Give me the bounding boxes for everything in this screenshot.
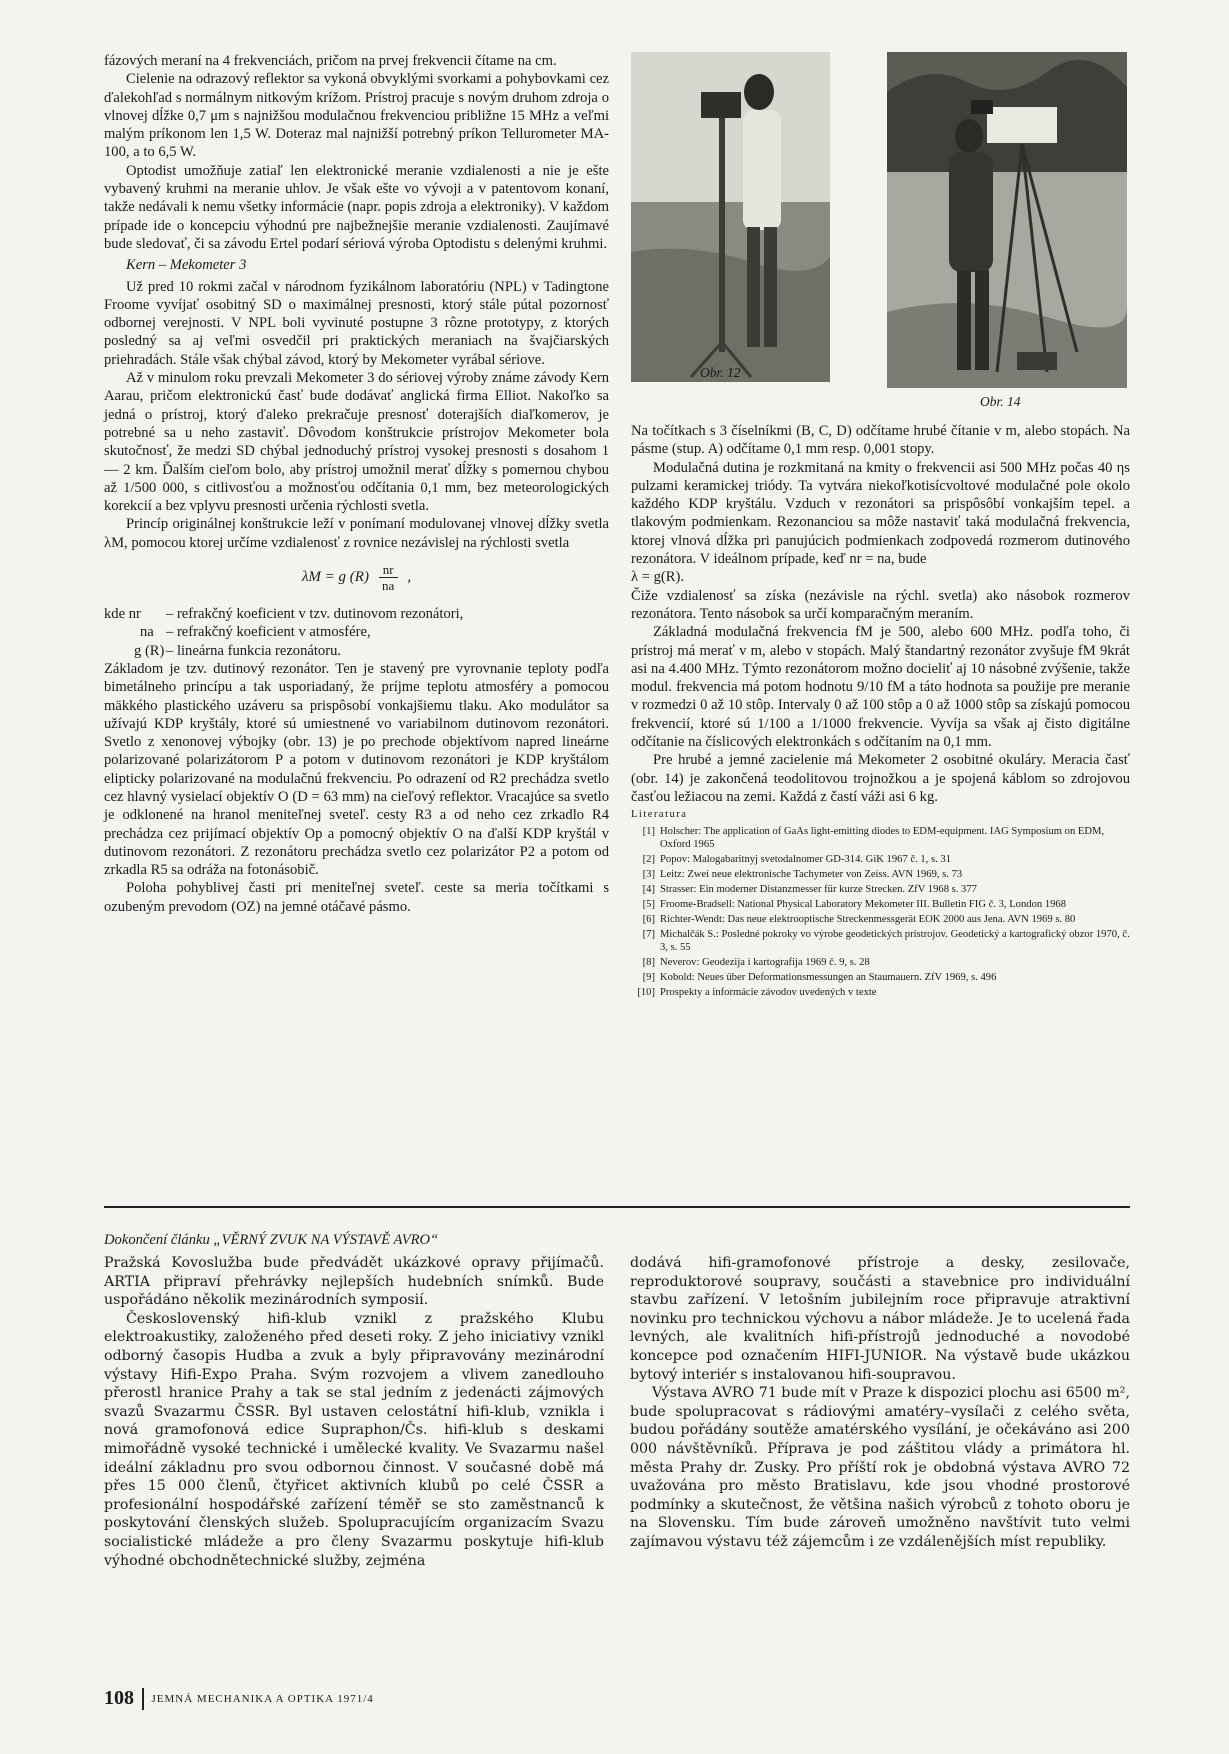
reference-item bbox=[631, 928, 1130, 954]
reference-item bbox=[631, 956, 1130, 969]
definition-symbol: kde nr bbox=[104, 606, 141, 623]
paragraph: fázových meraní na 4 frekvenciách, pričom na prvej frekvencii čítame na cm. bbox=[104, 53, 557, 69]
paragraph: Princíp originálnej konštrukcie leží v ponímaní modulovanej vlnovej dĺžky svetla λM, pomocou ktorej určíme vzdialenosť z rovnice nezávislej na rýchlosti svetla bbox=[104, 516, 609, 551]
definition-list bbox=[104, 605, 609, 660]
paragraph: Na točítkach s 3 číselníkmi (B, C, D) odčítame hrubé čítanie v m, alebo stopách. Na pásme (stup. A) odčítame 0,1 mm resp. 0,001 stopy. bbox=[631, 423, 1130, 458]
reference-item bbox=[631, 971, 1130, 984]
reference-number: [2] bbox=[642, 853, 655, 865]
reference-number: [5] bbox=[642, 898, 655, 910]
reference-number: [6] bbox=[642, 913, 655, 925]
paragraph: Modulačná dutina je rozkmitaná na kmity o frekvencii asi 500 MHz počas 40 ηs pulzami keramickej triódy. Ta vytvára niekoľkotisícvoltové modulačné pole okolo každého KDP kryštálu. Vzduch v rezonátori sa prispôsôbí vonkajším tepel. a tlakovým podmienkam. Rezonanciou sa môže nastaviť taká modulačná frekvencia, ktorej vlnová dĺžka pri panujúcich podmienkach zodpovedá rozmerom dutinového rezonátora. V ideálnom prípade, keď nr = na, bude bbox=[631, 459, 1130, 568]
reference-number: [9] bbox=[642, 971, 655, 983]
reference-text: Holscher: The application of GaAs light-emitting diodes to EDM-equipment. IAG Symposium on EDM, Oxford 1965 bbox=[660, 825, 1105, 850]
reference-text: Michalčák S.: Posledné pokroky vo výrobe geodetických prístrojov. Geodetický a kartografický obzor 1970, č. 3, s. 55 bbox=[660, 928, 1130, 953]
reference-number: [4] bbox=[642, 883, 655, 895]
figure-14-photo bbox=[887, 52, 1127, 388]
continuation-left-column bbox=[104, 1254, 604, 1570]
paragraph: Cielenie na odrazový reflektor sa vykoná obvyklými svorkami a pohybovkami cez ďalekohľad s normálnym nitkovým krížom. Prístroj pracuje s novým druhom zdroja o vlnovej dĺžke 0,7 μm s najnižšou modulačnou frekvenciou približne 15 MHz a veľmi malým príkonom len 1,5 W. Doteraz mal najnižší potrebný príkon Tellurometer MA-100, a to 6,5 W. bbox=[104, 71, 609, 161]
reference-item bbox=[631, 986, 1130, 999]
equation bbox=[104, 562, 609, 593]
references-heading: Literatura bbox=[631, 809, 688, 821]
paragraph: Základom je tzv. dutinový rezonátor. Ten je stavený pre vyrovnanie teploty podľa bimetálneho princípu a tak usporiadaný, že príjme teplotu atmosféry a pomocou mäkkého plastického uzáveru sa prispôsobí vonkajšiemu tlaku. Ako modulátor sa užívajú KDP kryštály, ktoré sú umiestnené vo variabilnom dutinovom rezonátori. Svetlo z xenonovej výbojky (obr. 13) je po prechode objektívom napred lineárne polarizované polarizátorom P a potom v dutinovom rezonátori je KDP kryštálom elipticky polarizované na modulačnú frekvenciu. Po odrazení od R2 prechádza svetlo cez hlavný vysielací objektív O (D = 63 mm) na cieľový reflektor. Vracajúce sa svetlo je odklonené na hranol meniteľnej sveteľ. cesty R3 a od neho cez zrkadlo R4 prechádza cez prijímací objektív Op a pomocný objektív O na ďalší KDP kryštál v dutinovom rezonátori. Z rezonátoru prechádza svetlo cez polarizátor P2 a potom od zrkadla R5 sa odráža na fotonásobič. bbox=[104, 660, 609, 879]
definition-item bbox=[104, 642, 609, 660]
reference-item bbox=[631, 883, 1130, 896]
equation-lhs: λM = g (R) bbox=[301, 568, 369, 585]
paragraph: Už pred 10 rokmi začal v národnom fyzikálnom laboratóriu (NPL) v Tadingtone Froome vyvíjať osobitný SD o maximálnej presnosti, ktorý stále pútal pozornosť odbornej verejnosti. V NPL boli vyvinuté postupne 3 rôzne prototypy, z ktorých posledný sa aj veľmi osvedčil pri praktických meraniach na švajčiarských priehradách. Stále však chýbal závod, ktorý by Mekometer vyrábal sériove. bbox=[104, 278, 609, 368]
definition-item bbox=[104, 605, 609, 623]
paragraph: dodává hifi-gramofonové přístroje a desky, zesilovače, reproduktorové soupravy, součásti a stavebnice pro individuální stavbu zařízení. V letošním jubilejním roce připravuje atraktivní novinku pro technickou výchovu a nábor mládeže. Je to ucelená řada levných, ale kvalitních hifi-přístrojů jednoduché a novodobé koncepce pod označením HIFI-JUNIOR. Na výstavě bude ukázkou bytový interiér s instalovanou hifi-soupravou. bbox=[630, 1255, 1130, 1383]
footer-divider bbox=[142, 1688, 144, 1710]
figure-14-caption: Obr. 14 bbox=[980, 394, 1021, 409]
equation-tail: , bbox=[407, 568, 412, 585]
reference-text: Popov: Malogabaritnyj svetodalnomer GD-314. GiK 1967 č. 1, s. 31 bbox=[660, 853, 951, 865]
journal-name: JEMNÁ MECHANIKA A OPTIKA 1971/4 bbox=[151, 1692, 374, 1705]
paragraph: Pražská Kovoslužba bude předvádět ukázkové opravy přijímačů. ARTIA připraví přehrávky nejlepších hudebních snímků. Bude uspořádáno několik mezinárodních symposií. bbox=[104, 1255, 604, 1309]
reference-number: [3] bbox=[642, 868, 655, 880]
definition-text: – refrakčný koeficient v tzv. dutinovom rezonátori, bbox=[166, 606, 464, 623]
continuation-right-column bbox=[630, 1254, 1130, 1552]
definition-symbol: na bbox=[140, 624, 154, 641]
paragraph: Čiže vzdialenosť sa získa (nezávisle na rýchl. svetla) ako násobok rozmerov rezonátora. Tento násobok sa určí komparačným meraním. bbox=[631, 587, 1130, 622]
figure-12-photo bbox=[631, 52, 830, 382]
mekometer-photo-illustration bbox=[887, 52, 1127, 388]
definition-item bbox=[104, 623, 609, 641]
section-subheading: Kern – Mekometer 3 bbox=[126, 257, 247, 274]
reference-number: [1] bbox=[642, 825, 655, 837]
reference-number: [7] bbox=[642, 928, 655, 940]
page-footer bbox=[104, 1687, 374, 1710]
paragraph: Optodist umožňuje zatiaľ len elektronické meranie vzdialenosti a nie je ešte vybavený kruhmi na meranie uhlov. Je však ešte vo vývoji a v patentovom konaní, takže nedávali k nemu všetky informácie (napr. popis zdroja a elektroniky). V každom prípade ide o koncepciu výhodnú pre najbežnejšie meranie vzdialenosti. Zaujímavé bude sledovať, či sa závodu Ertel podarí sériová výroba Optodistu s delenými kruhmi. bbox=[104, 162, 609, 252]
reference-text: Froome-Bradsell: National Physical Laboratory Mekometer III. Bulletin FIG č. 3, London 1968 bbox=[660, 898, 1067, 910]
equation-denominator: na bbox=[382, 578, 395, 594]
reference-item bbox=[631, 913, 1130, 926]
reference-number: [10] bbox=[637, 986, 655, 998]
reference-text: Kobold: Neues über Deformationsmessungen an Staumauern. ZfV 1969, s. 496 bbox=[660, 971, 997, 983]
definition-text: – lineárna funkcia rezonátoru. bbox=[166, 642, 342, 659]
definition-text: – refrakčný koeficient v atmosfére, bbox=[166, 624, 371, 641]
paragraph: Poloha pohyblivej časti pri meniteľnej sveteľ. ceste sa meria točítkami s ozubeným prevodom (OZ) na jemné otáčavé pásmo. bbox=[104, 880, 609, 915]
paragraph: Pre hrubé a jemné zacielenie má Mekometer 2 osobitné okuláry. Meracia časť (obr. 14) je zakončená teodolitovou trojnožkou a je spojená káblom so zdrojovou časťou ležiacou na zemi. Každá z častí váži asi 6 kg. bbox=[631, 752, 1130, 805]
equation-numerator: nr bbox=[379, 562, 398, 578]
reference-text: Leitz: Zwei neue elektronische Tachymeter von Zeiss. AVN 1969, s. 73 bbox=[660, 868, 963, 880]
continuation-title: Dokončení článku „VĚRNÝ ZVUK NA VÝSTAVĚ AVRO“ bbox=[104, 1232, 439, 1248]
section-divider bbox=[104, 1206, 1130, 1208]
equation-line: λ = g(R). bbox=[631, 569, 685, 586]
reference-item bbox=[631, 825, 1130, 851]
article-left-column bbox=[104, 52, 609, 916]
reference-text: Prospekty a informácie závodov uvedených v texte bbox=[660, 986, 877, 998]
equation-fraction bbox=[379, 562, 398, 593]
article-right-column bbox=[631, 422, 1130, 1001]
paragraph: Až v minulom roku prevzali Mekometer 3 do sériovej výroby známe závody Kern Aarau, pričom elektronickú časť bude dodávať anglická firma Elliot. Nakoľko sa jedná o prístroj, ktorý ďaleko prekračuje presnosť doterajších diaľkomerov, je potrebné sa u neho zastaviť. Dôvodom konštrukcie prístrojov Mekometer bola skutočnosť, že medzi SD chýbal jednoduchý prístroj vysokej presnosti s dosahom 1 — 2 km. Ďalším cieľom bolo, aby prístroj umožnil merať dĺžky s pomernou chybou až 1/500 000, s citlivosťou a možnosťou odčítania 0,1 mm, bez meteorologických korekcií a bez vplyvu presnosti určenia rýchlosti svetla. bbox=[104, 370, 609, 515]
reference-list bbox=[631, 825, 1130, 999]
reference-text: Neverov: Geodezija i kartografija 1969 č. 9, s. 28 bbox=[660, 956, 870, 968]
reference-text: Strasser: Ein moderner Distanzmesser für kurze Strecken. ZfV 1968 s. 377 bbox=[660, 883, 977, 895]
reference-item bbox=[631, 868, 1130, 881]
reference-item bbox=[631, 898, 1130, 911]
paragraph: Základná modulačná frekvencia fM je 500, alebo 600 MHz. podľa toho, či prístroj má merať v m, alebo v stopách. Malý štandartný rezonátor zvyšuje fM 9krát asi na 4.400 MHz. Týmto rezonátorom možno docieliť aj 10 násobné zvýšenie, takže modul. frekvencia má potom hodnotu 9/10 fM a táto hodnota sa použije pre meranie v rozmedzi 0 až 10 stôp. Intervaly 0 až 100 stôp a 0 až 1000 stôp sa získajú pomocou frekvencií, ktoré sú 1/100 a 1/1000 frekvencie. Vyvíja sa však aj čisto digitálne odčítanie na číslicových elektronkách s odčítaním na 0,1 mm. bbox=[631, 624, 1130, 751]
definition-symbol: g (R) bbox=[134, 642, 165, 659]
paragraph: Výstava AVRO 71 bude mít v Praze k dispozici plochu asi 6500 m², bude spolupracovat s rádiovými amatéry–vysílači z celého světa, budou pořádány soutěže amatérského vysílání, je očekáváno asi 200 000 návštěvníků. Příprava je pod záštitou vlády a primátora hl. města Prahy dr. Zusky. Pro příští rok je obdobná výstava AVRO 72 uvažována pro město Bratislavu, kde jsou vhodné prostorové podmínky a skutečnost, že většina našich výrobců z tohoto oboru je na Slovensku. Tím bude zároveň umožněno navštívit tuto velmi zajímavou výstavu též zájemcům i ze vzdálenějších míst republiky. bbox=[630, 1385, 1130, 1550]
figure-12-caption: Obr. 12 bbox=[700, 365, 741, 380]
paragraph: Československý hifi-klub vznikl z pražského Klubu elektroakustiky, založeného před deseti roky. Z jeho iniciativy vznikl odborný časopis Hudba a zvuk a byly připravovány mezinárodní výstavy Hifi-Expo Praha. Svým rozvojem a vlivem zanedlouho přerostl hranice Prahy a tak se stal jedním z jedenácti zájmových svazů Svazarmu ČSSR. Byl ustaven celostátní hifi-klub, vznikla i nová gramofonová edice Supraphon/Čs. hifi-klub s deskami mimořádně vysoké technické i umělecké kvality. Ve Svazarmu našel ideální základnu pro svou odbornou činnost. V současné době má přes 15 000 členů, čtyřicet aktivních klubů po celé ČSSR a profesionální hospodářské zařízení téměř se sto zaměstnanců k poskytování členských služeb. Spolupracujícím organizacím Svazu socialistické mládeže a pro členy Svazarmu poskytuje hifi-klub výhodné obchodnětechnické služby, zejména bbox=[104, 1310, 604, 1569]
reference-item bbox=[631, 853, 1130, 866]
surveyor-photo-illustration bbox=[631, 52, 830, 382]
reference-number: [8] bbox=[642, 956, 655, 968]
reference-text: Richter-Wendt: Das neue elektrooptische Streckenmessgerät EOK 2000 aus Jena. AVN 1969 s. 80 bbox=[660, 913, 1076, 925]
page-number: 108 bbox=[104, 1687, 134, 1709]
